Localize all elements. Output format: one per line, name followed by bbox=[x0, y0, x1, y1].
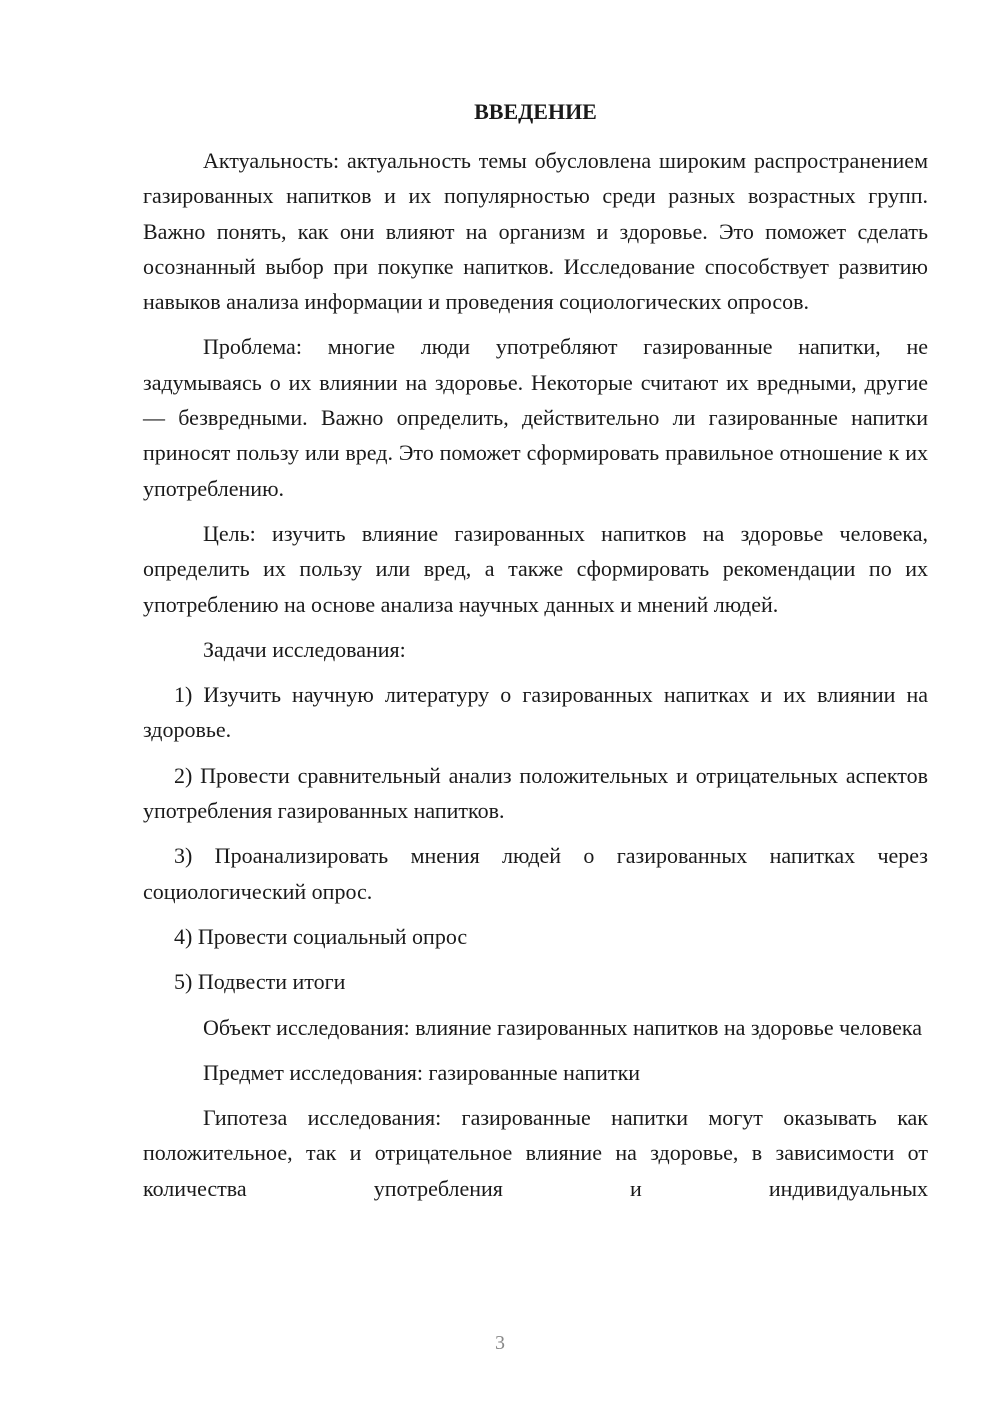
page-number: 3 bbox=[495, 1332, 505, 1354]
object-paragraph: Объект исследования: влияние газированных напитков на здоровье человека bbox=[203, 1014, 923, 1040]
section-heading: ВВЕДЕНИЕ bbox=[474, 99, 597, 124]
task-item-4: 4) Провести социальный опрос bbox=[174, 923, 468, 949]
task-item-1: 1) Изучить научную литературу о газированных напитках и их влиянии на здоровье. bbox=[143, 682, 928, 743]
task-item-5: 5) Подвести итоги bbox=[174, 969, 346, 995]
goal-paragraph: Цель: изучить влияние газированных напитков на здоровье человека, определить их пользу или вред, а также сформировать рекомендации по их употреблению на основе анализа научных данных и мнений людей. bbox=[143, 520, 928, 617]
document-body bbox=[143, 94, 928, 1216]
hypothesis-paragraph: Гипотеза исследования: газированные напитки могут оказывать как положительное, так и отрицательное влияние на здоровье, в зависимости от количества употребления и индивидуальных bbox=[143, 1105, 928, 1201]
relevance-paragraph: Актуальность: актуальность темы обусловлена широким распространением газированных напитков и их популярностью среди разных возрастных групп. Важно понять, как они влияют на организм и здоровье. Это поможет сделать осознанный выбор при покупке напитков. Исследование способствует развитию навыков анализа информации и проведения социологических опросов. bbox=[143, 148, 928, 315]
subject-paragraph: Предмет исследования: газированные напитки bbox=[203, 1059, 641, 1085]
problem-paragraph: Проблема: многие люди употребляют газированные напитки, не задумываясь о их влиянии на здоровье. Некоторые считают их вредными, другие — безвредными. Важно определить, действительно ли газированные напитки приносят пользу или вред. Это поможет сформировать правильное отношение к их употреблению. bbox=[143, 334, 928, 501]
task-item-2: 2) Провести сравнительный анализ положительных и отрицательных аспектов употребления газированных напитков. bbox=[143, 762, 928, 824]
task-item-3: 3) Проанализировать мнения людей о газированных напитках через социологический опрос. bbox=[143, 843, 928, 904]
tasks-title: Задачи исследования: bbox=[203, 636, 406, 662]
